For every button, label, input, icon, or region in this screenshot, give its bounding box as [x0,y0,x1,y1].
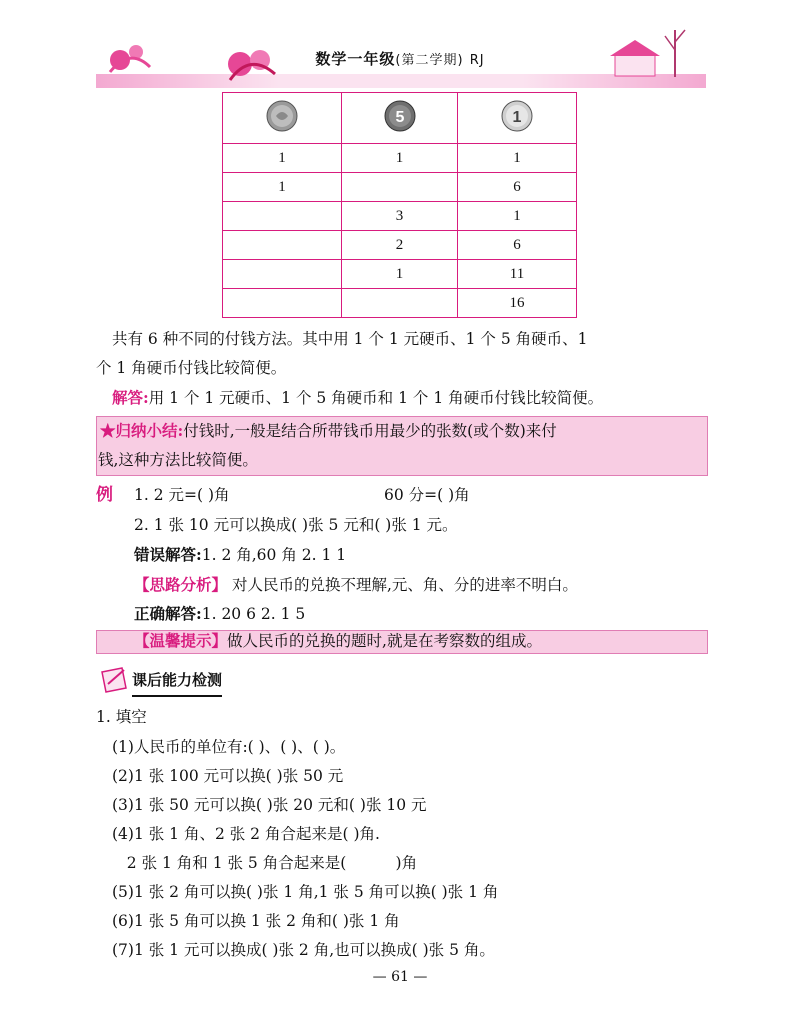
example-q1a: 1. 2 元=( )角 [134,486,230,504]
pencil-note-icon [98,664,132,694]
table-cell [223,289,342,318]
table-cell: 2 [342,231,458,260]
example-q2: 2. 1 张 10 元可以换成( )张 5 元和( )张 1 元。 [134,516,458,534]
table-cell [342,289,458,318]
header-edition: RJ [469,53,485,68]
table-row [223,173,577,202]
coin-cell [342,93,458,144]
summary-text-1: 付钱时,一般是结合所带钱币用最少的张数(或个数)来付 [183,422,557,440]
summary-line1 [100,416,557,446]
coin-table [222,92,577,318]
question-item: (4)1 张 1 角、2 张 2 角合起来是( )角. [112,825,380,843]
tip-text: 做人民币的兑换的题时,就是在考察数的组成。 [227,632,542,650]
question-item: (1)人民币的单位有:( )、( )、( )。 [112,738,346,756]
table-row [223,231,577,260]
header-title [0,48,800,69]
table-cell: 3 [342,202,458,231]
page-number: — 61 — [372,969,428,985]
table-cell: 16 [458,289,577,318]
para1-line1: 共有 6 种不同的付钱方法。其中用 1 个 1 元硬币、1 个 5 角硬币、1 [112,330,588,348]
five-jiao-coin-icon [384,100,416,132]
example-q1b: 60 分=( )角 [384,486,470,504]
answer-line [112,383,603,413]
question-item: 2 张 1 角和 1 张 5 角合起来是( )角 [112,854,418,872]
wrong-text: 1. 2 角,60 角 2. 1 1 [201,546,347,564]
five-jiao-coin-label: 5 [395,108,404,126]
header-title-main: 数学一年级 [315,50,396,68]
table-row [223,202,577,231]
correct-text: 1. 20 6 2. 1 5 [201,605,306,623]
analysis-line [134,570,578,600]
coin-cell [223,93,342,144]
question-item: (7)1 张 1 元可以换成( )张 2 角,也可以换成( )张 5 角。 [112,941,495,959]
correct-label: 正确解答: [134,604,202,623]
one-jiao-coin-icon [266,100,298,132]
example-label: 例 [96,485,113,505]
wrong-answer-line [134,540,346,570]
table-cell: 1 [458,144,577,173]
table-row [223,260,577,289]
one-yuan-coin-label: 1 [512,108,522,126]
header-subtitle: (第二学期) [395,53,464,68]
answer-text: 用 1 个 1 元硬币、1 个 5 角硬币和 1 个 1 角硬币付钱比较简便。 [148,389,604,407]
table-cell [223,231,342,260]
table-cell: 6 [458,231,577,260]
table-row [223,144,577,173]
correct-answer-line [134,599,305,629]
table-cell: 1 [342,260,458,289]
table-cell: 6 [458,173,577,202]
coin-cell [458,93,577,144]
table-cell: 1 [223,144,342,173]
coin-header-row [223,93,577,144]
question-item: (2)1 张 100 元可以换( )张 50 元 [112,767,344,785]
summary-line2: 钱,这种方法比较简便。 [98,451,258,469]
table-cell [223,202,342,231]
table-cell [223,260,342,289]
question-item: (3)1 张 50 元可以换( )张 20 元和( )张 10 元 [112,796,427,814]
section-title: 课后能力检测 [132,665,222,697]
table-cell: 1 [223,173,342,202]
para1-line2: 个 1 角硬币付钱比较简便。 [96,359,287,377]
question-title: 1. 填空 [96,708,147,726]
table-cell: 1 [458,202,577,231]
table-cell: 1 [342,144,458,173]
analysis-text: 对人民币的兑换不理解,元、角、分的进率不明白。 [227,576,578,594]
analysis-label: 【思路分析】 [134,575,228,594]
table-cell: 11 [458,260,577,289]
wrong-label: 错误解答: [134,545,202,564]
summary-label: ★归纳小结: [100,421,184,440]
answer-label: 解答: [112,388,149,407]
tip-label: 【温馨提示】 [134,631,228,650]
table-row [223,289,577,318]
table-cell [342,173,458,202]
question-item: (5)1 张 2 角可以换( )张 1 角,1 张 5 角可以换( )张 1 角 [112,883,499,901]
one-yuan-coin-icon [501,100,533,132]
question-item: (6)1 张 5 角可以换 1 张 2 角和( )张 1 角 [112,912,400,930]
tip-line [134,626,542,656]
